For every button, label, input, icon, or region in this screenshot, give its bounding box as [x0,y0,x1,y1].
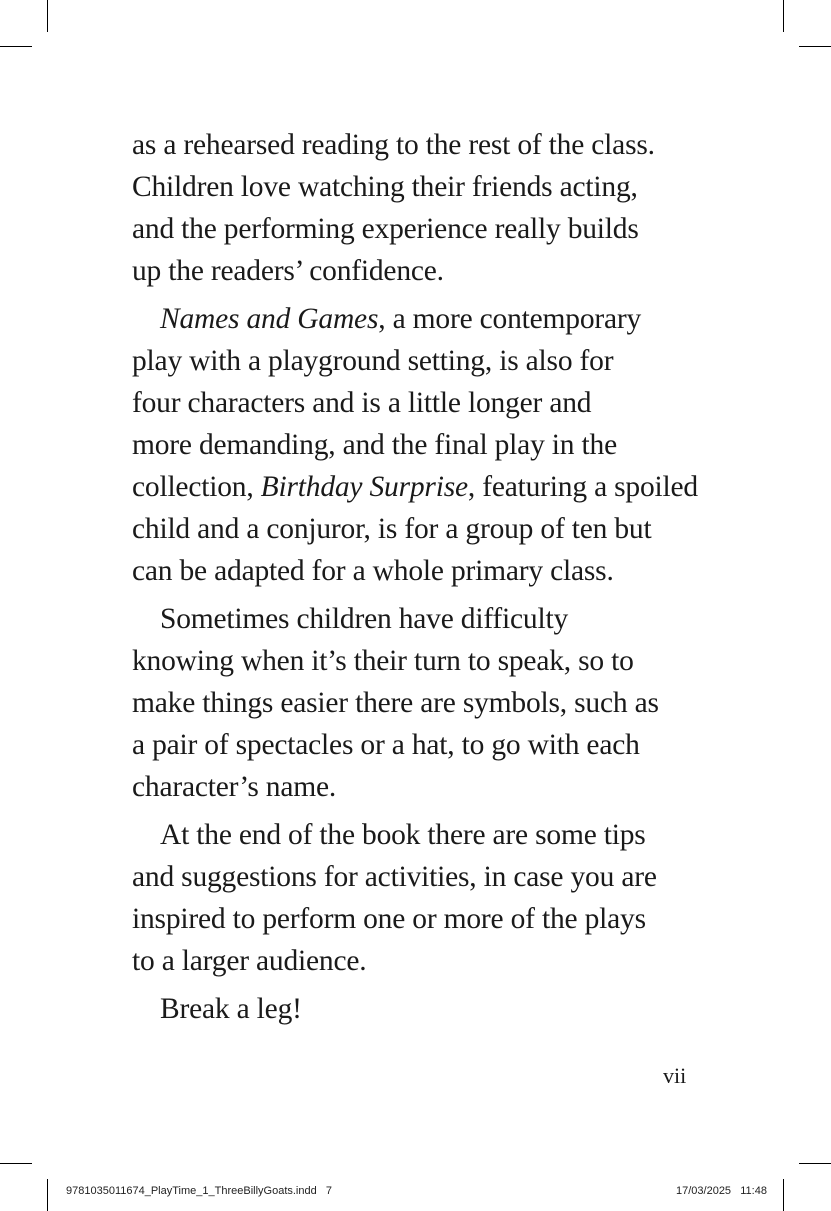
play-title-birthday-surprise: Birthday Surprise [260,471,468,503]
slug-timestamp: 17/03/2025 11:48 [676,1185,767,1197]
text-fragment: , a more contemporary [378,303,642,335]
text-line: make things easier there are symbols, such as [132,687,659,719]
text-line: and suggestions for activities, in case you are [132,861,657,893]
body-text [132,124,702,1036]
crop-mark-top-right [783,0,784,32]
text-line: child and a conjuror, is for a group of ten but [132,513,652,545]
text-line: Sometimes children have difficulty [160,603,569,635]
text-line: Break a leg! [160,993,302,1025]
text-line [132,466,702,508]
text-line: inspired to perform one or more of the plays [132,903,646,935]
paragraph-4 [132,814,702,982]
text-line: a pair of spectacles or a hat, to go with each [132,729,640,761]
text-line: knowing when it’s their turn to speak, so to [132,645,634,677]
text-line: more demanding, and the final play in the [132,429,617,461]
crop-mark-top-right-h [799,46,831,47]
text-line: and the performing experience really builds [132,213,639,245]
play-title-names-and-games: Names and Games [160,303,379,335]
paragraph-3 [132,598,702,808]
text-line: four characters and is a little longer and [132,387,592,419]
text-fragment: , featuring a spoiled [467,471,698,503]
text-line: Children love watching their friends acting, [132,171,638,203]
crop-mark-top-left-h [0,46,32,47]
text-line: to a larger audience. [132,945,367,977]
text-line: can be adapted for a whole primary class. [132,555,614,587]
page-number: vii [663,1063,687,1088]
text-line: character’s name. [132,771,337,803]
text-line: At the end of the book there are some tips [160,819,646,851]
crop-mark-bottom-right [783,1179,784,1211]
paragraph-1 [132,124,702,292]
crop-mark-bottom-right-h [799,1163,831,1164]
crop-mark-top-left [47,0,48,32]
text-line [132,298,702,340]
crop-mark-bottom-left-h [0,1163,32,1164]
paragraph-5 [132,988,702,1030]
slug-filename: 9781035011674_PlayTime_1_ThreeBillyGoats.indd 7 [66,1185,333,1197]
text-line: as a rehearsed reading to the rest of the class. [132,129,655,161]
paragraph-2 [132,298,702,592]
crop-mark-bottom-left [47,1179,48,1211]
text-line: up the readers’ confidence. [132,255,444,287]
text-line: play with a playground setting, is also for [132,345,614,377]
text-fragment: collection, [132,471,261,503]
